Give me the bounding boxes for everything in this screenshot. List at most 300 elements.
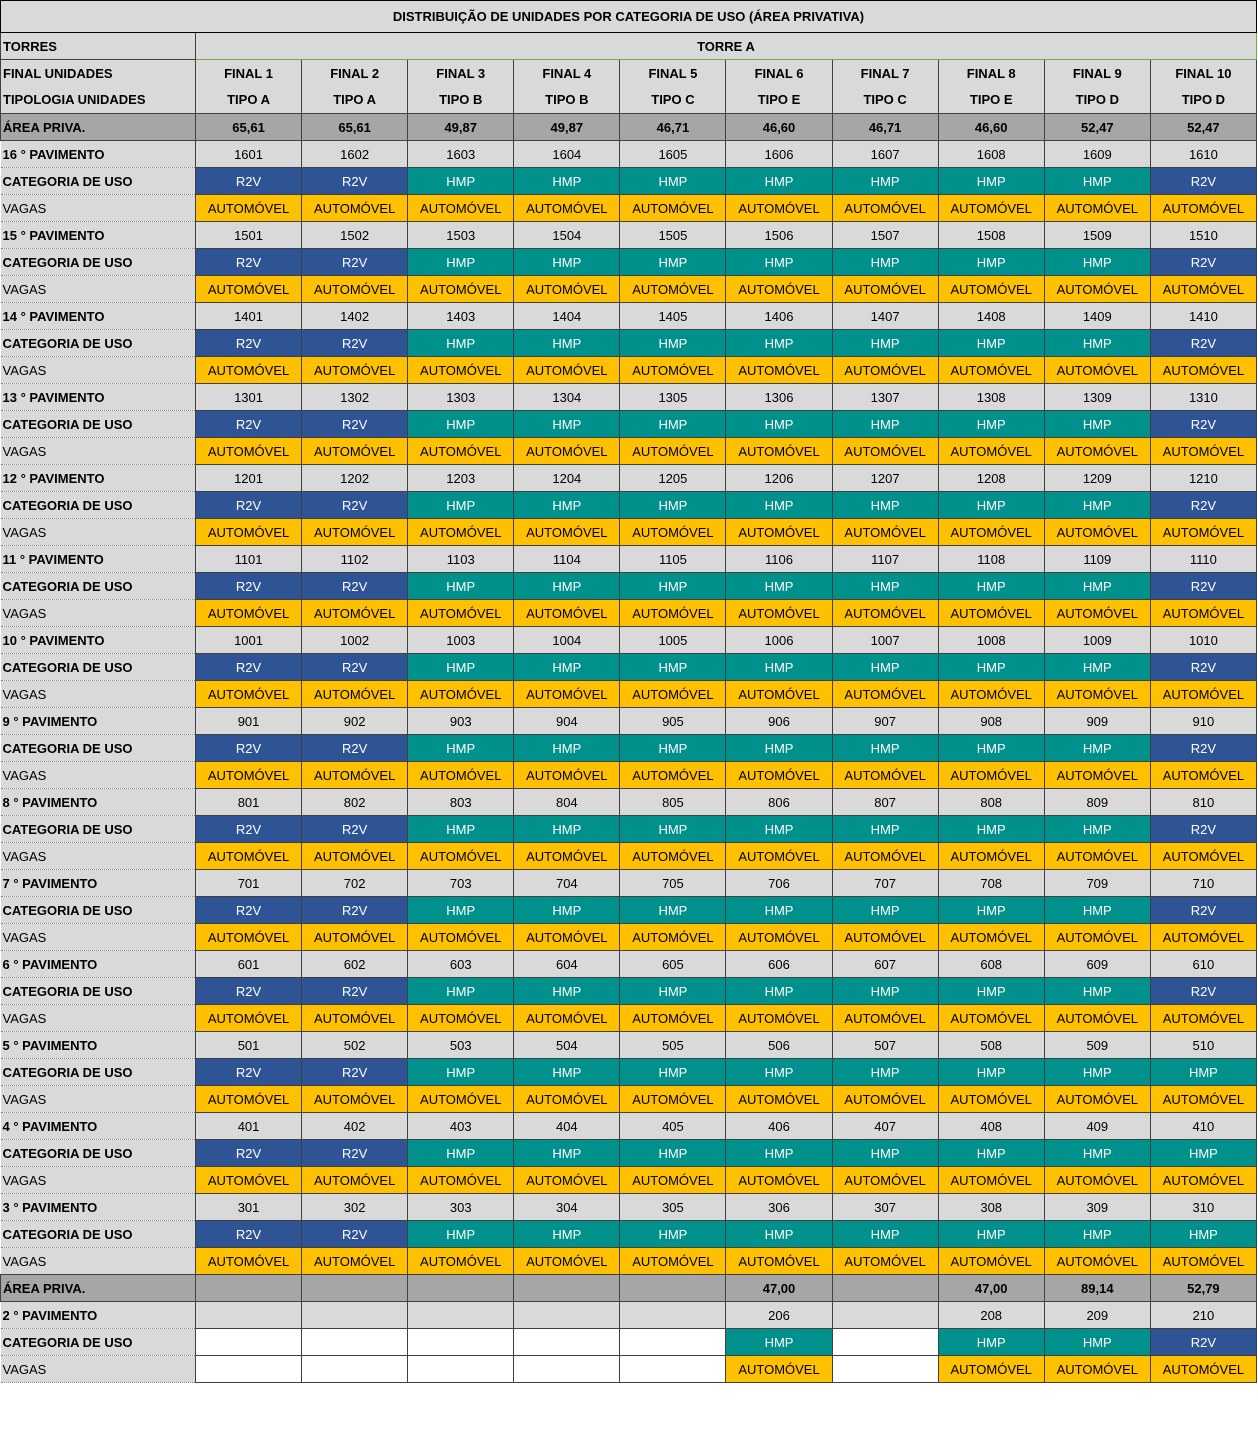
area-priva-cell[interactable]: 65,61 [196, 114, 302, 141]
unit-cell[interactable]: 604 [514, 951, 620, 978]
pavimento-label[interactable]: 11 ° PAVIMENTO [1, 546, 196, 573]
category-cell[interactable]: HMP [726, 735, 832, 762]
category-cell[interactable]: HMP [726, 492, 832, 519]
categoria-label[interactable]: CATEGORIA DE USO [1, 978, 196, 1005]
unit-cell[interactable]: 501 [196, 1032, 302, 1059]
pavimento-label[interactable]: 7 ° PAVIMENTO [1, 870, 196, 897]
unit-cell[interactable]: 1008 [938, 627, 1044, 654]
unit-cell[interactable]: 403 [408, 1113, 514, 1140]
category-cell[interactable]: R2V [1150, 573, 1256, 600]
unit-cell[interactable]: 1610 [1150, 141, 1256, 168]
unit-cell[interactable]: 1310 [1150, 384, 1256, 411]
unit-cell[interactable]: 1201 [196, 465, 302, 492]
unit-cell[interactable]: 1010 [1150, 627, 1256, 654]
category-cell[interactable]: HMP [1044, 897, 1150, 924]
vaga-cell[interactable]: AUTOMÓVEL [620, 600, 726, 627]
unit-cell[interactable] [620, 1302, 726, 1329]
category-cell[interactable]: HMP [1044, 978, 1150, 1005]
category-cell[interactable]: R2V [1150, 168, 1256, 195]
unit-cell[interactable]: 805 [620, 789, 726, 816]
category-cell[interactable]: HMP [620, 168, 726, 195]
unit-cell[interactable]: 504 [514, 1032, 620, 1059]
tipologia-cell[interactable]: TIPO B [408, 87, 514, 114]
area-priva-cell[interactable]: 49,87 [408, 114, 514, 141]
vaga-cell[interactable]: AUTOMÓVEL [1044, 600, 1150, 627]
vaga-cell[interactable]: AUTOMÓVEL [302, 1086, 408, 1113]
vaga-cell[interactable]: AUTOMÓVEL [196, 195, 302, 222]
unit-cell[interactable]: 1604 [514, 141, 620, 168]
category-cell[interactable]: HMP [1044, 735, 1150, 762]
unit-cell[interactable]: 1202 [302, 465, 408, 492]
category-cell[interactable]: R2V [1150, 249, 1256, 276]
category-cell[interactable] [832, 1329, 938, 1356]
category-cell[interactable]: HMP [408, 330, 514, 357]
vaga-cell[interactable]: AUTOMÓVEL [1150, 519, 1256, 546]
vaga-cell[interactable]: AUTOMÓVEL [302, 1167, 408, 1194]
category-cell[interactable]: R2V [302, 978, 408, 1005]
vaga-cell[interactable]: AUTOMÓVEL [726, 276, 832, 303]
vaga-cell[interactable]: AUTOMÓVEL [514, 681, 620, 708]
category-cell[interactable] [408, 1329, 514, 1356]
vaga-cell[interactable]: AUTOMÓVEL [1150, 681, 1256, 708]
category-cell[interactable]: HMP [514, 1221, 620, 1248]
category-cell[interactable]: HMP [938, 1221, 1044, 1248]
unit-cell[interactable]: 704 [514, 870, 620, 897]
vaga-cell[interactable] [302, 1356, 408, 1383]
unit-cell[interactable]: 1208 [938, 465, 1044, 492]
category-cell[interactable]: HMP [620, 654, 726, 681]
category-cell[interactable]: R2V [302, 573, 408, 600]
final-header-cell[interactable]: FINAL 7 [832, 60, 938, 87]
vaga-cell[interactable]: AUTOMÓVEL [408, 924, 514, 951]
vaga-cell[interactable]: AUTOMÓVEL [1150, 438, 1256, 465]
category-cell[interactable]: HMP [938, 330, 1044, 357]
area-priva-cell[interactable] [832, 1275, 938, 1302]
vaga-cell[interactable]: AUTOMÓVEL [938, 600, 1044, 627]
vaga-cell[interactable]: AUTOMÓVEL [196, 1248, 302, 1275]
vaga-cell[interactable]: AUTOMÓVEL [938, 762, 1044, 789]
vaga-cell[interactable]: AUTOMÓVEL [514, 924, 620, 951]
vaga-cell[interactable]: AUTOMÓVEL [620, 1167, 726, 1194]
unit-cell[interactable]: 705 [620, 870, 726, 897]
unit-cell[interactable]: 1309 [1044, 384, 1150, 411]
unit-cell[interactable]: 1606 [726, 141, 832, 168]
unit-cell[interactable]: 703 [408, 870, 514, 897]
vaga-cell[interactable]: AUTOMÓVEL [726, 1356, 832, 1383]
category-cell[interactable]: R2V [1150, 897, 1256, 924]
unit-cell[interactable]: 301 [196, 1194, 302, 1221]
unit-cell[interactable]: 1004 [514, 627, 620, 654]
pavimento-label[interactable]: 14 ° PAVIMENTO [1, 303, 196, 330]
category-cell[interactable]: HMP [408, 978, 514, 1005]
category-cell[interactable]: HMP [938, 573, 1044, 600]
category-cell[interactable]: R2V [196, 573, 302, 600]
vaga-cell[interactable]: AUTOMÓVEL [620, 195, 726, 222]
vaga-cell[interactable]: AUTOMÓVEL [832, 438, 938, 465]
unit-cell[interactable]: 1602 [302, 141, 408, 168]
unit-cell[interactable]: 1108 [938, 546, 1044, 573]
unit-cell[interactable]: 1005 [620, 627, 726, 654]
category-cell[interactable]: HMP [832, 978, 938, 1005]
vaga-cell[interactable]: AUTOMÓVEL [408, 843, 514, 870]
unit-cell[interactable] [408, 1302, 514, 1329]
vaga-cell[interactable] [408, 1356, 514, 1383]
category-cell[interactable]: HMP [832, 573, 938, 600]
category-cell[interactable]: HMP [620, 249, 726, 276]
unit-cell[interactable]: 1307 [832, 384, 938, 411]
unit-cell[interactable] [196, 1302, 302, 1329]
vaga-cell[interactable]: AUTOMÓVEL [302, 843, 408, 870]
pavimento-label[interactable]: 10 ° PAVIMENTO [1, 627, 196, 654]
final-header-cell[interactable]: FINAL 2 [302, 60, 408, 87]
category-cell[interactable]: HMP [1150, 1140, 1256, 1167]
vaga-cell[interactable]: AUTOMÓVEL [196, 1005, 302, 1032]
pavimento-label[interactable]: 6 ° PAVIMENTO [1, 951, 196, 978]
unit-cell[interactable]: 1101 [196, 546, 302, 573]
area-priva-label[interactable]: ÁREA PRIVA. [1, 1275, 196, 1302]
vaga-cell[interactable]: AUTOMÓVEL [938, 195, 1044, 222]
category-cell[interactable]: R2V [196, 816, 302, 843]
category-cell[interactable]: HMP [1044, 573, 1150, 600]
vaga-cell[interactable]: AUTOMÓVEL [938, 1356, 1044, 1383]
vaga-cell[interactable]: AUTOMÓVEL [302, 681, 408, 708]
unit-cell[interactable]: 906 [726, 708, 832, 735]
unit-cell[interactable]: 305 [620, 1194, 726, 1221]
vagas-label[interactable]: VAGAS [1, 195, 196, 222]
category-cell[interactable]: HMP [408, 249, 514, 276]
category-cell[interactable]: HMP [1150, 1221, 1256, 1248]
category-cell[interactable]: HMP [938, 897, 1044, 924]
category-cell[interactable]: HMP [938, 1329, 1044, 1356]
category-cell[interactable]: R2V [1150, 735, 1256, 762]
unit-cell[interactable]: 310 [1150, 1194, 1256, 1221]
vaga-cell[interactable]: AUTOMÓVEL [938, 1086, 1044, 1113]
unit-cell[interactable]: 1203 [408, 465, 514, 492]
vagas-label[interactable]: VAGAS [1, 357, 196, 384]
vaga-cell[interactable]: AUTOMÓVEL [832, 843, 938, 870]
category-cell[interactable]: HMP [408, 654, 514, 681]
unit-cell[interactable]: 1306 [726, 384, 832, 411]
vaga-cell[interactable]: AUTOMÓVEL [514, 762, 620, 789]
unit-cell[interactable]: 1510 [1150, 222, 1256, 249]
unit-cell[interactable]: 710 [1150, 870, 1256, 897]
vaga-cell[interactable]: AUTOMÓVEL [196, 519, 302, 546]
unit-cell[interactable]: 904 [514, 708, 620, 735]
unit-cell[interactable]: 1403 [408, 303, 514, 330]
vaga-cell[interactable]: AUTOMÓVEL [620, 843, 726, 870]
vagas-label[interactable]: VAGAS [1, 1167, 196, 1194]
vaga-cell[interactable]: AUTOMÓVEL [832, 762, 938, 789]
vaga-cell[interactable]: AUTOMÓVEL [726, 600, 832, 627]
category-cell[interactable]: HMP [938, 168, 1044, 195]
vaga-cell[interactable]: AUTOMÓVEL [514, 1005, 620, 1032]
vaga-cell[interactable]: AUTOMÓVEL [832, 357, 938, 384]
unit-cell[interactable]: 309 [1044, 1194, 1150, 1221]
category-cell[interactable]: HMP [514, 411, 620, 438]
category-cell[interactable]: HMP [726, 654, 832, 681]
unit-cell[interactable]: 409 [1044, 1113, 1150, 1140]
vaga-cell[interactable]: AUTOMÓVEL [832, 519, 938, 546]
vagas-label[interactable]: VAGAS [1, 276, 196, 303]
vaga-cell[interactable]: AUTOMÓVEL [1044, 519, 1150, 546]
unit-cell[interactable]: 1410 [1150, 303, 1256, 330]
tipologia-cell[interactable]: TIPO C [620, 87, 726, 114]
vaga-cell[interactable]: AUTOMÓVEL [302, 276, 408, 303]
unit-cell[interactable]: 509 [1044, 1032, 1150, 1059]
category-cell[interactable]: HMP [1044, 249, 1150, 276]
categoria-label[interactable]: CATEGORIA DE USO [1, 1140, 196, 1167]
unit-cell[interactable]: 404 [514, 1113, 620, 1140]
category-cell[interactable]: R2V [302, 1140, 408, 1167]
category-cell[interactable]: R2V [1150, 1329, 1256, 1356]
category-cell[interactable]: HMP [832, 897, 938, 924]
unit-cell[interactable]: 402 [302, 1113, 408, 1140]
vaga-cell[interactable]: AUTOMÓVEL [196, 1086, 302, 1113]
categoria-label[interactable]: CATEGORIA DE USO [1, 1329, 196, 1356]
category-cell[interactable]: HMP [514, 330, 620, 357]
unit-cell[interactable]: 206 [726, 1302, 832, 1329]
vagas-label[interactable]: VAGAS [1, 762, 196, 789]
category-cell[interactable]: R2V [196, 897, 302, 924]
category-cell[interactable]: R2V [196, 1140, 302, 1167]
category-cell[interactable]: R2V [1150, 654, 1256, 681]
unit-cell[interactable]: 702 [302, 870, 408, 897]
category-cell[interactable]: HMP [726, 411, 832, 438]
vaga-cell[interactable]: AUTOMÓVEL [1150, 1248, 1256, 1275]
vaga-cell[interactable]: AUTOMÓVEL [302, 195, 408, 222]
unit-cell[interactable]: 1603 [408, 141, 514, 168]
category-cell[interactable]: HMP [1150, 1059, 1256, 1086]
area-priva-cell[interactable]: 65,61 [302, 114, 408, 141]
pavimento-label[interactable]: 8 ° PAVIMENTO [1, 789, 196, 816]
vaga-cell[interactable]: AUTOMÓVEL [514, 357, 620, 384]
category-cell[interactable]: HMP [726, 249, 832, 276]
vagas-label[interactable]: VAGAS [1, 1086, 196, 1113]
category-cell[interactable]: HMP [408, 897, 514, 924]
category-cell[interactable]: HMP [620, 897, 726, 924]
categoria-label[interactable]: CATEGORIA DE USO [1, 1059, 196, 1086]
area-priva-cell[interactable] [620, 1275, 726, 1302]
unit-cell[interactable]: 1405 [620, 303, 726, 330]
tipologia-cell[interactable]: TIPO A [302, 87, 408, 114]
category-cell[interactable]: HMP [938, 411, 1044, 438]
pavimento-label[interactable]: 5 ° PAVIMENTO [1, 1032, 196, 1059]
category-cell[interactable]: HMP [1044, 816, 1150, 843]
category-cell[interactable]: R2V [302, 411, 408, 438]
vaga-cell[interactable]: AUTOMÓVEL [196, 762, 302, 789]
unit-cell[interactable]: 1305 [620, 384, 726, 411]
area-priva-cell[interactable]: 49,87 [514, 114, 620, 141]
unit-cell[interactable]: 610 [1150, 951, 1256, 978]
vaga-cell[interactable]: AUTOMÓVEL [408, 195, 514, 222]
category-cell[interactable]: HMP [1044, 411, 1150, 438]
vaga-cell[interactable]: AUTOMÓVEL [620, 357, 726, 384]
category-cell[interactable]: HMP [408, 1140, 514, 1167]
vaga-cell[interactable]: AUTOMÓVEL [196, 1167, 302, 1194]
categoria-label[interactable]: CATEGORIA DE USO [1, 411, 196, 438]
vaga-cell[interactable]: AUTOMÓVEL [408, 600, 514, 627]
unit-cell[interactable]: 801 [196, 789, 302, 816]
vaga-cell[interactable] [620, 1356, 726, 1383]
unit-cell[interactable]: 1303 [408, 384, 514, 411]
vaga-cell[interactable]: AUTOMÓVEL [408, 681, 514, 708]
area-priva-cell[interactable]: 46,71 [832, 114, 938, 141]
unit-cell[interactable]: 307 [832, 1194, 938, 1221]
vaga-cell[interactable] [832, 1356, 938, 1383]
unit-cell[interactable]: 1605 [620, 141, 726, 168]
category-cell[interactable]: HMP [832, 492, 938, 519]
vaga-cell[interactable]: AUTOMÓVEL [1150, 924, 1256, 951]
category-cell[interactable]: HMP [726, 168, 832, 195]
final-header-cell[interactable]: FINAL 3 [408, 60, 514, 87]
vaga-cell[interactable]: AUTOMÓVEL [408, 1248, 514, 1275]
vaga-cell[interactable]: AUTOMÓVEL [1044, 681, 1150, 708]
unit-cell[interactable]: 1207 [832, 465, 938, 492]
category-cell[interactable]: HMP [1044, 1221, 1150, 1248]
unit-cell[interactable]: 1608 [938, 141, 1044, 168]
category-cell[interactable]: R2V [302, 330, 408, 357]
category-cell[interactable]: HMP [408, 492, 514, 519]
vaga-cell[interactable]: AUTOMÓVEL [302, 519, 408, 546]
unit-cell[interactable]: 803 [408, 789, 514, 816]
category-cell[interactable]: HMP [726, 816, 832, 843]
category-cell[interactable]: R2V [302, 249, 408, 276]
vaga-cell[interactable]: AUTOMÓVEL [832, 924, 938, 951]
categoria-label[interactable]: CATEGORIA DE USO [1, 168, 196, 195]
unit-cell[interactable]: 1007 [832, 627, 938, 654]
unit-cell[interactable]: 1107 [832, 546, 938, 573]
vaga-cell[interactable]: AUTOMÓVEL [408, 1167, 514, 1194]
unit-cell[interactable]: 1501 [196, 222, 302, 249]
area-priva-cell[interactable]: 52,47 [1150, 114, 1256, 141]
vaga-cell[interactable]: AUTOMÓVEL [938, 1248, 1044, 1275]
unit-cell[interactable]: 1009 [1044, 627, 1150, 654]
category-cell[interactable]: HMP [620, 573, 726, 600]
unit-cell[interactable]: 1401 [196, 303, 302, 330]
category-cell[interactable]: HMP [832, 1221, 938, 1248]
pavimento-label[interactable]: 15 ° PAVIMENTO [1, 222, 196, 249]
vaga-cell[interactable]: AUTOMÓVEL [1044, 1005, 1150, 1032]
area-priva-cell[interactable] [514, 1275, 620, 1302]
category-cell[interactable]: HMP [832, 654, 938, 681]
vagas-label[interactable]: VAGAS [1, 1248, 196, 1275]
unit-cell[interactable]: 505 [620, 1032, 726, 1059]
unit-cell[interactable]: 406 [726, 1113, 832, 1140]
vaga-cell[interactable]: AUTOMÓVEL [514, 519, 620, 546]
category-cell[interactable]: HMP [832, 816, 938, 843]
vaga-cell[interactable]: AUTOMÓVEL [938, 681, 1044, 708]
category-cell[interactable]: HMP [514, 573, 620, 600]
unit-cell[interactable]: 302 [302, 1194, 408, 1221]
unit-cell[interactable]: 603 [408, 951, 514, 978]
vaga-cell[interactable]: AUTOMÓVEL [514, 1086, 620, 1113]
vaga-cell[interactable]: AUTOMÓVEL [1044, 276, 1150, 303]
unit-cell[interactable]: 701 [196, 870, 302, 897]
vaga-cell[interactable]: AUTOMÓVEL [1044, 843, 1150, 870]
vaga-cell[interactable]: AUTOMÓVEL [408, 762, 514, 789]
unit-cell[interactable]: 1402 [302, 303, 408, 330]
unit-cell[interactable]: 1204 [514, 465, 620, 492]
vaga-cell[interactable]: AUTOMÓVEL [1044, 1086, 1150, 1113]
vaga-cell[interactable] [514, 1356, 620, 1383]
unit-cell[interactable]: 905 [620, 708, 726, 735]
categoria-label[interactable]: CATEGORIA DE USO [1, 249, 196, 276]
unit-cell[interactable]: 605 [620, 951, 726, 978]
category-cell[interactable]: HMP [514, 1059, 620, 1086]
category-cell[interactable]: HMP [726, 897, 832, 924]
category-cell[interactable]: HMP [408, 1221, 514, 1248]
vaga-cell[interactable]: AUTOMÓVEL [1044, 195, 1150, 222]
category-cell[interactable]: HMP [620, 1221, 726, 1248]
category-cell[interactable]: HMP [726, 1329, 832, 1356]
categoria-label[interactable]: CATEGORIA DE USO [1, 492, 196, 519]
vaga-cell[interactable]: AUTOMÓVEL [1150, 600, 1256, 627]
unit-cell[interactable]: 707 [832, 870, 938, 897]
vaga-cell[interactable]: AUTOMÓVEL [302, 924, 408, 951]
category-cell[interactable]: R2V [1150, 978, 1256, 1005]
vaga-cell[interactable]: AUTOMÓVEL [1044, 1248, 1150, 1275]
area-priva-cell[interactable]: 52,79 [1150, 1275, 1256, 1302]
vaga-cell[interactable]: AUTOMÓVEL [938, 276, 1044, 303]
category-cell[interactable]: HMP [832, 168, 938, 195]
unit-cell[interactable]: 910 [1150, 708, 1256, 735]
area-priva-cell[interactable]: 46,60 [938, 114, 1044, 141]
vaga-cell[interactable]: AUTOMÓVEL [514, 438, 620, 465]
unit-cell[interactable]: 1409 [1044, 303, 1150, 330]
final-header-cell[interactable]: FINAL 10 [1150, 60, 1256, 87]
unit-cell[interactable]: 1001 [196, 627, 302, 654]
unit-cell[interactable] [514, 1302, 620, 1329]
vaga-cell[interactable]: AUTOMÓVEL [620, 924, 726, 951]
final-unidades-label[interactable]: FINAL UNIDADES [1, 60, 196, 87]
categoria-label[interactable]: CATEGORIA DE USO [1, 573, 196, 600]
category-cell[interactable]: R2V [196, 492, 302, 519]
vaga-cell[interactable]: AUTOMÓVEL [408, 519, 514, 546]
vaga-cell[interactable]: AUTOMÓVEL [832, 1248, 938, 1275]
category-cell[interactable] [196, 1329, 302, 1356]
vaga-cell[interactable]: AUTOMÓVEL [726, 1248, 832, 1275]
category-cell[interactable]: HMP [514, 168, 620, 195]
categoria-label[interactable]: CATEGORIA DE USO [1, 897, 196, 924]
pavimento-label[interactable]: 9 ° PAVIMENTO [1, 708, 196, 735]
unit-cell[interactable]: 1104 [514, 546, 620, 573]
final-header-cell[interactable]: FINAL 4 [514, 60, 620, 87]
category-cell[interactable]: HMP [938, 492, 1044, 519]
category-cell[interactable]: HMP [620, 330, 726, 357]
vaga-cell[interactable]: AUTOMÓVEL [726, 681, 832, 708]
unit-cell[interactable]: 405 [620, 1113, 726, 1140]
final-header-cell[interactable]: FINAL 9 [1044, 60, 1150, 87]
final-header-cell[interactable]: FINAL 1 [196, 60, 302, 87]
unit-cell[interactable]: 810 [1150, 789, 1256, 816]
category-cell[interactable]: R2V [196, 249, 302, 276]
unit-cell[interactable]: 306 [726, 1194, 832, 1221]
unit-cell[interactable]: 708 [938, 870, 1044, 897]
unit-cell[interactable]: 1209 [1044, 465, 1150, 492]
pavimento-label[interactable]: 16 ° PAVIMENTO [1, 141, 196, 168]
category-cell[interactable]: HMP [514, 1140, 620, 1167]
vaga-cell[interactable] [196, 1356, 302, 1383]
unit-cell[interactable]: 1302 [302, 384, 408, 411]
category-cell[interactable]: R2V [196, 735, 302, 762]
category-cell[interactable]: HMP [832, 249, 938, 276]
vaga-cell[interactable]: AUTOMÓVEL [196, 924, 302, 951]
category-cell[interactable]: HMP [408, 168, 514, 195]
vaga-cell[interactable]: AUTOMÓVEL [726, 195, 832, 222]
category-cell[interactable]: R2V [196, 1221, 302, 1248]
vaga-cell[interactable]: AUTOMÓVEL [196, 276, 302, 303]
vaga-cell[interactable]: AUTOMÓVEL [1150, 843, 1256, 870]
